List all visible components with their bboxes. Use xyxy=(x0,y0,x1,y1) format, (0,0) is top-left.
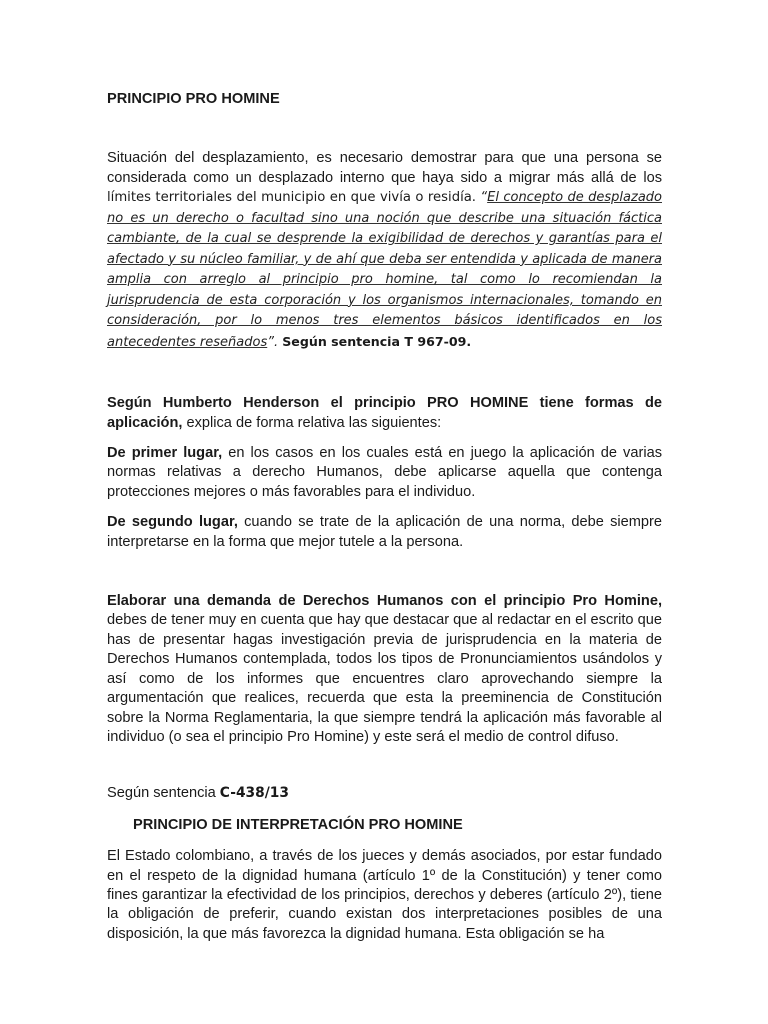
first-place-text: en los casos en los cuales está en juego la aplicación de varias normas relativas a derecho Humanos, debe aplicarse aquella que contenga protecciones mejores o más favorables para el individuo. xyxy=(107,445,662,500)
paragraph-henderson xyxy=(107,394,662,433)
second-place-label: De segundo lugar, xyxy=(107,514,238,531)
lawsuit-text: debes de tener muy en cuenta que hay que destacar que al redactar en el escrito que has de presentar hagas investigación previa de jurisprudencia en la materia de Derechos Humanos contemplada, todos los tipos de Pronunciamientos usándolos y así como de los informes que encuentres claro aprovechando siempre la argumentación que realices, recuerda que esta la preeminencia de Constitución sobre la Norma Reglamentaria, la que siempre tendrá la aplicación más favorable al individuo (o sea el principio Pro Homine) y este será el medio de control difuso. xyxy=(107,612,662,745)
lawsuit-heading: Elaborar una demanda de Derechos Humanos con el principio Pro Homine, xyxy=(107,593,662,610)
henderson-heading: Según Humberto Henderson el principio PRO HOMINE tiene formas de aplicación, xyxy=(107,395,662,431)
henderson-text: explica de forma relativa las siguientes: xyxy=(182,414,442,431)
first-place-label: De primer lugar, xyxy=(107,445,223,462)
second-place-text: cuando se trate de la aplicación de una norma, debe siempre interpretarse en la forma que mejor tutele a la persona. xyxy=(107,514,662,550)
quote-open-mark: “ xyxy=(476,190,488,206)
paragraph-displacement-limits: límites territoriales del municipio en que vivía o residía. xyxy=(107,190,477,206)
paragraph-displacement-text: Situación del desplazamiento, es necesario demostrar para que una persona se considerada como un desplazado interno que haya sido a migrar más allá de los xyxy=(107,150,662,186)
quote-close-mark: ”. xyxy=(267,334,283,350)
document-title: PRINCIPIO PRO HOMINE xyxy=(107,91,280,107)
paragraph-second-place xyxy=(107,513,662,552)
paragraph-lawsuit xyxy=(107,592,662,747)
paragraph-first-place xyxy=(107,444,662,502)
document-body xyxy=(107,90,662,944)
paragraph-displacement xyxy=(107,149,662,353)
section-subtitle: PRINCIPIO DE INTERPRETACIÓN PRO HOMINE xyxy=(133,816,463,833)
quoted-jurisprudence: El concepto de desplazado no es un derecho o facultad sino una noción que describe una situación fáctica cambiante, de la cual se desprende la exigibilidad de derechos y garantías para el afectado y su núcleo familiar, y de ahí que deba ser entendida y aplicada de manera amplia con arreglo al principio pro homine, tal como lo recomiendan la jurisprudencia de esta corporación y los organismos internacionales, tomando en consideración, por lo menos tres elementos básicos identificados en los antecedentes reseñados xyxy=(107,190,662,350)
sentence-reference-c438: C-438/13 xyxy=(219,785,289,802)
paragraph-colombian-state: El Estado colombiano, a través de los jueces y demás asociados, por estar fundado en el respeto de la dignidad humana (artículo 1º de la Constitución) y tener como fines garantizar la efectividad de los principios, derechos y deberes (artículo 2º), tiene la obligación de preferir, cuando existan dos interpretaciones posibles de una disposición, la que más favorezca la dignidad humana. Esta obligación se ha xyxy=(107,848,662,942)
sentence-label: Según sentencia xyxy=(107,785,220,802)
paragraph-sentence-c438 xyxy=(107,784,662,803)
sentence-reference-t967: Según sentencia T 967-09. xyxy=(282,333,472,349)
